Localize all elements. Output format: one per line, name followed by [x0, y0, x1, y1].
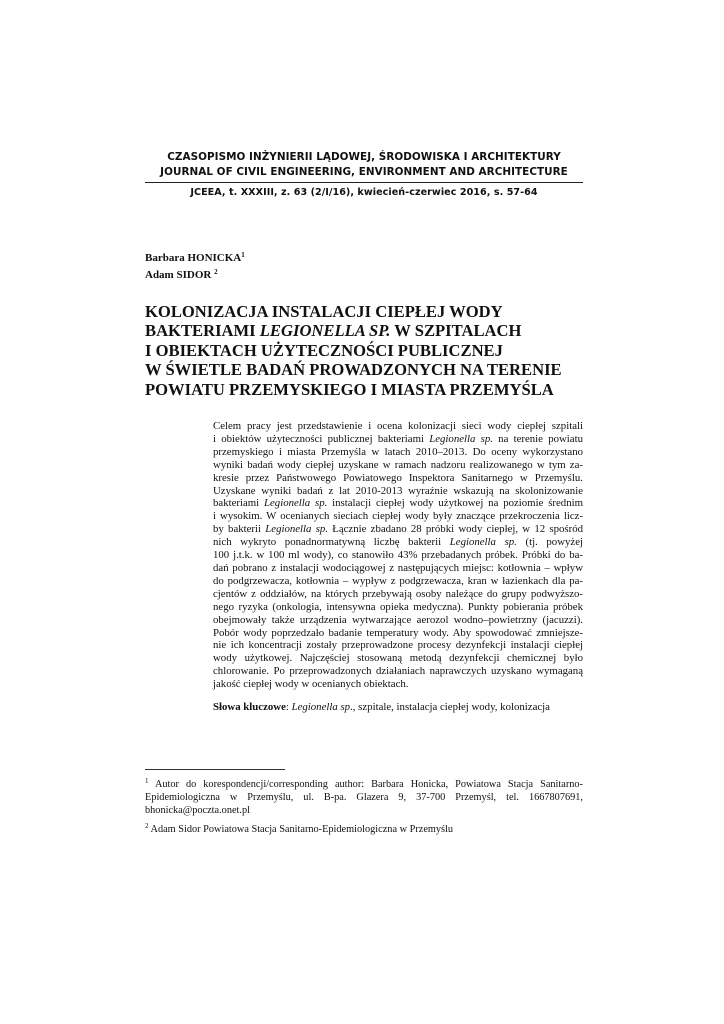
journal-header — [145, 150, 583, 200]
author: Adam SIDOR $^2$ — [145, 268, 218, 281]
abstract: Celem pracy jest przedstawienie i ocena kolonizacji sieci wody ciepłej szpitali i obiektów użyteczności publicznej bakteriami Legionella sp. na terenie powiatu przemyskiego i miasta Przemyśla w latach 2010–2013. Do oceny wykorzystano wyniki badań wody ciepłej uzyskane w ramach nadzoru realizowanego w tym za- kresie przez Państwowego Powiatowego Inspektora Sanitarnego w Przemyślu. Uzyskane wyniki badań z lat 2010-2013 wyraźnie wskazują na skolonizowanie bakteriami Legionella sp. instalacji ciepłej wody użytkowej na poziomie średnim i wysokim. W ocenianych sieciach ciepłej wody były znaczące przekroczenia licz- by bakterii Legionella sp. Łącznie zbadano 28 próbki wody ciepłej, w 12 spośród nich wykryto ponadnormatywną liczbę bakterii Legionella sp. (tj. powyżej 100 j.t.k. w 100 ml wody), co stanowiło 43% przebadanych próbek. Próbki do ba- dań pobrano z instalacji wodociągowej z następujących miejsc: kotłownia – wpływ do podgrzewacza, kotłownia – wypływ z podgrzewacza, kran w łazienkach dla pa- cjentów z oddziałów, na których przebywają osoby należące do grupy podwyższo- nego ryzyka (onkologia, intensywna opieka medyczna). Punkty pobierania próbek obejmowały także urządzenia wytwarzające aerozol wodno–powietrzny (jacuzzi). Pobór wody poprzedzało badanie temperatury wody. Aby spowodować zmniejsze- nie ich koncentracji zostały przeprowadzone procesy dezynfekcji instalacji ciepłej wody użytkowej. Najczęściej stosowaną metodą dezynfekcji chemicznej było chlorowanie. Po przeprowadzonych działaniach naprawczych uzyskano wymaganą jakość ciepłej wody w ocenianych obiektach. — [213, 420, 583, 691]
author: Barbara HONICKA$^1$ — [145, 251, 245, 264]
paper-title: KOLONIZACJA INSTALACJI CIEPŁEJ WODY BAKTERIAMI LEGIONELLA SP. W SZPITALACH I OBIEKTACH UŻYTECZNOŚCI PUBLICZNEJ W ŚWIETLE BADAŃ PROWADZONYCH NA TERENIE POWIATU PRZEMYSKIEGO I MIASTA PRZEMYŚLA — [145, 302, 562, 399]
footnotes — [145, 775, 583, 840]
journal-name-english: JOURNAL OF CIVIL ENGINEERING, ENVIRONMENT AND ARCHITECTURE — [160, 166, 568, 178]
author-footnote-mark: 2 — [214, 268, 218, 276]
author-footnote-mark: 1 — [241, 251, 245, 259]
keywords-label: Słowa kluczowe — [213, 701, 286, 713]
journal-issue: JCEEA, t. XXXIII, z. 63 (2/I/16), kwiecień-czerwiec 2016, s. 57-64 — [190, 187, 538, 198]
keywords: Słowa kluczowe: Legionella sp., szpitale, instalacja ciepłej wody, kolonizacja — [213, 701, 550, 713]
footnote: $^1$ Autor do korespondencji/corresponding author: Barbara Honicka, Powiatowa Stacja Sanitarno- Epidemiologiczna w Przemyślu, ul. B-pa. Glazera 9, 37-700 Przemyśl, tel. 1667807691, bhonicka@poczta.onet.pl — [145, 777, 583, 816]
journal-name-polish: CZASOPISMO INŻYNIERII LĄDOWEJ, ŚRODOWISKA I ARCHITEKTURY — [167, 151, 561, 163]
footnote: $^2$ Adam Sidor Powiatowa Stacja Sanitarno-Epidemiologiczna w Przemyślu — [145, 822, 454, 836]
footnote-rule — [145, 769, 285, 770]
author-list — [145, 248, 245, 282]
header-rule — [145, 182, 583, 183]
